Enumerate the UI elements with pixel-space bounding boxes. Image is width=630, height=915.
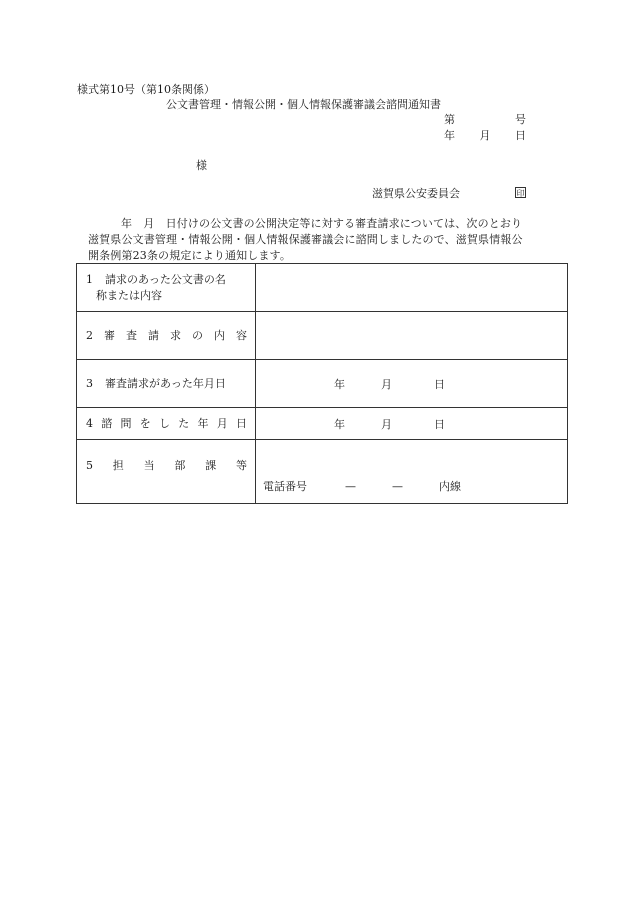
issuer-block: [372, 187, 526, 201]
date-day: 日: [434, 377, 445, 391]
recipient-honorific: 様: [196, 159, 207, 172]
label-char: 問: [120, 416, 132, 430]
label-char: 内: [214, 328, 225, 342]
label-char: 容: [236, 328, 247, 342]
row-label: [77, 408, 256, 440]
date-day: 日: [434, 417, 445, 431]
number-suffix: 号: [515, 113, 526, 126]
extension-label: 内線: [439, 480, 461, 493]
date-year: 年: [444, 129, 455, 142]
issue-date: [444, 129, 526, 143]
department-field[interactable]: [256, 440, 568, 504]
label-char: 審: [104, 328, 115, 342]
label-line-2: 称または内容: [96, 288, 162, 302]
label-text: 審査請求があった年月日: [105, 376, 226, 390]
date-year: 年: [334, 377, 345, 391]
table-row-department: [77, 440, 568, 504]
body-paragraph: [88, 216, 556, 264]
label-char: の: [192, 328, 203, 342]
label-char: 請: [148, 328, 159, 342]
number-prefix: 第: [444, 113, 455, 126]
body-line-1: 年 月 日付けの公文書の公開決定等に対する審査請求については、次のとおり: [121, 217, 523, 230]
request-date-field[interactable]: [256, 360, 568, 408]
phone-label: 電話番号: [263, 480, 307, 493]
row-label: [77, 312, 256, 360]
label-char: 月: [216, 416, 228, 430]
date-month: 月: [381, 417, 392, 431]
consultation-date-field[interactable]: [256, 408, 568, 440]
label-char: 求: [170, 328, 181, 342]
table-row-request-date: [77, 360, 568, 408]
table-row-requested-document: [77, 264, 568, 312]
label-char: 担: [112, 458, 124, 472]
date-day: 日: [515, 129, 526, 142]
review-content-field[interactable]: [256, 312, 568, 360]
row-number: 4: [86, 416, 93, 430]
issuer-name: 滋賀県公安委員会: [372, 187, 460, 200]
label-char: 部: [174, 458, 186, 472]
label-char: し: [159, 416, 170, 430]
body-line-2: 滋賀県公文書管理・情報公開・個人情報保護審議会に諮問しましたので、滋賀県情報公: [88, 233, 523, 246]
row-label: [77, 264, 256, 312]
row-number: 2: [86, 328, 93, 342]
label-line-1: 請求のあった公文書の名: [105, 272, 226, 286]
table-row-review-content: [77, 312, 568, 360]
row-label: [77, 360, 256, 408]
label-char: 査: [126, 328, 137, 342]
label-char: 課: [205, 458, 217, 472]
requested-document-field[interactable]: [256, 264, 568, 312]
date-month: 月: [479, 129, 491, 142]
label-char: 当: [143, 458, 155, 472]
row-number: 3: [86, 376, 93, 390]
row-number: 1: [86, 272, 93, 286]
row-label: [77, 440, 256, 504]
form-number: 様式第10号（第10条関係）: [77, 83, 215, 96]
label-char: 日: [236, 416, 247, 430]
phone-dash-1: —: [345, 479, 356, 493]
body-line-3: 開条例第23条の規定により通知します。: [88, 249, 291, 262]
phone-dash-2: —: [392, 479, 403, 493]
label-char: 年: [197, 416, 209, 430]
row-number: 5: [86, 458, 93, 472]
label-char: た: [178, 416, 190, 430]
seal-mark: 印: [516, 189, 525, 198]
date-month: 月: [381, 377, 392, 391]
label-char: 等: [235, 458, 247, 472]
table-row-consultation-date: [77, 408, 568, 440]
date-year: 年: [334, 417, 345, 431]
document-number: [444, 113, 526, 127]
document-title: 公文書管理・情報公開・個人情報保護審議会諮問通知書: [166, 98, 441, 111]
label-char: 諮: [101, 416, 113, 430]
label-char: を: [139, 416, 151, 430]
info-table: [76, 263, 568, 504]
